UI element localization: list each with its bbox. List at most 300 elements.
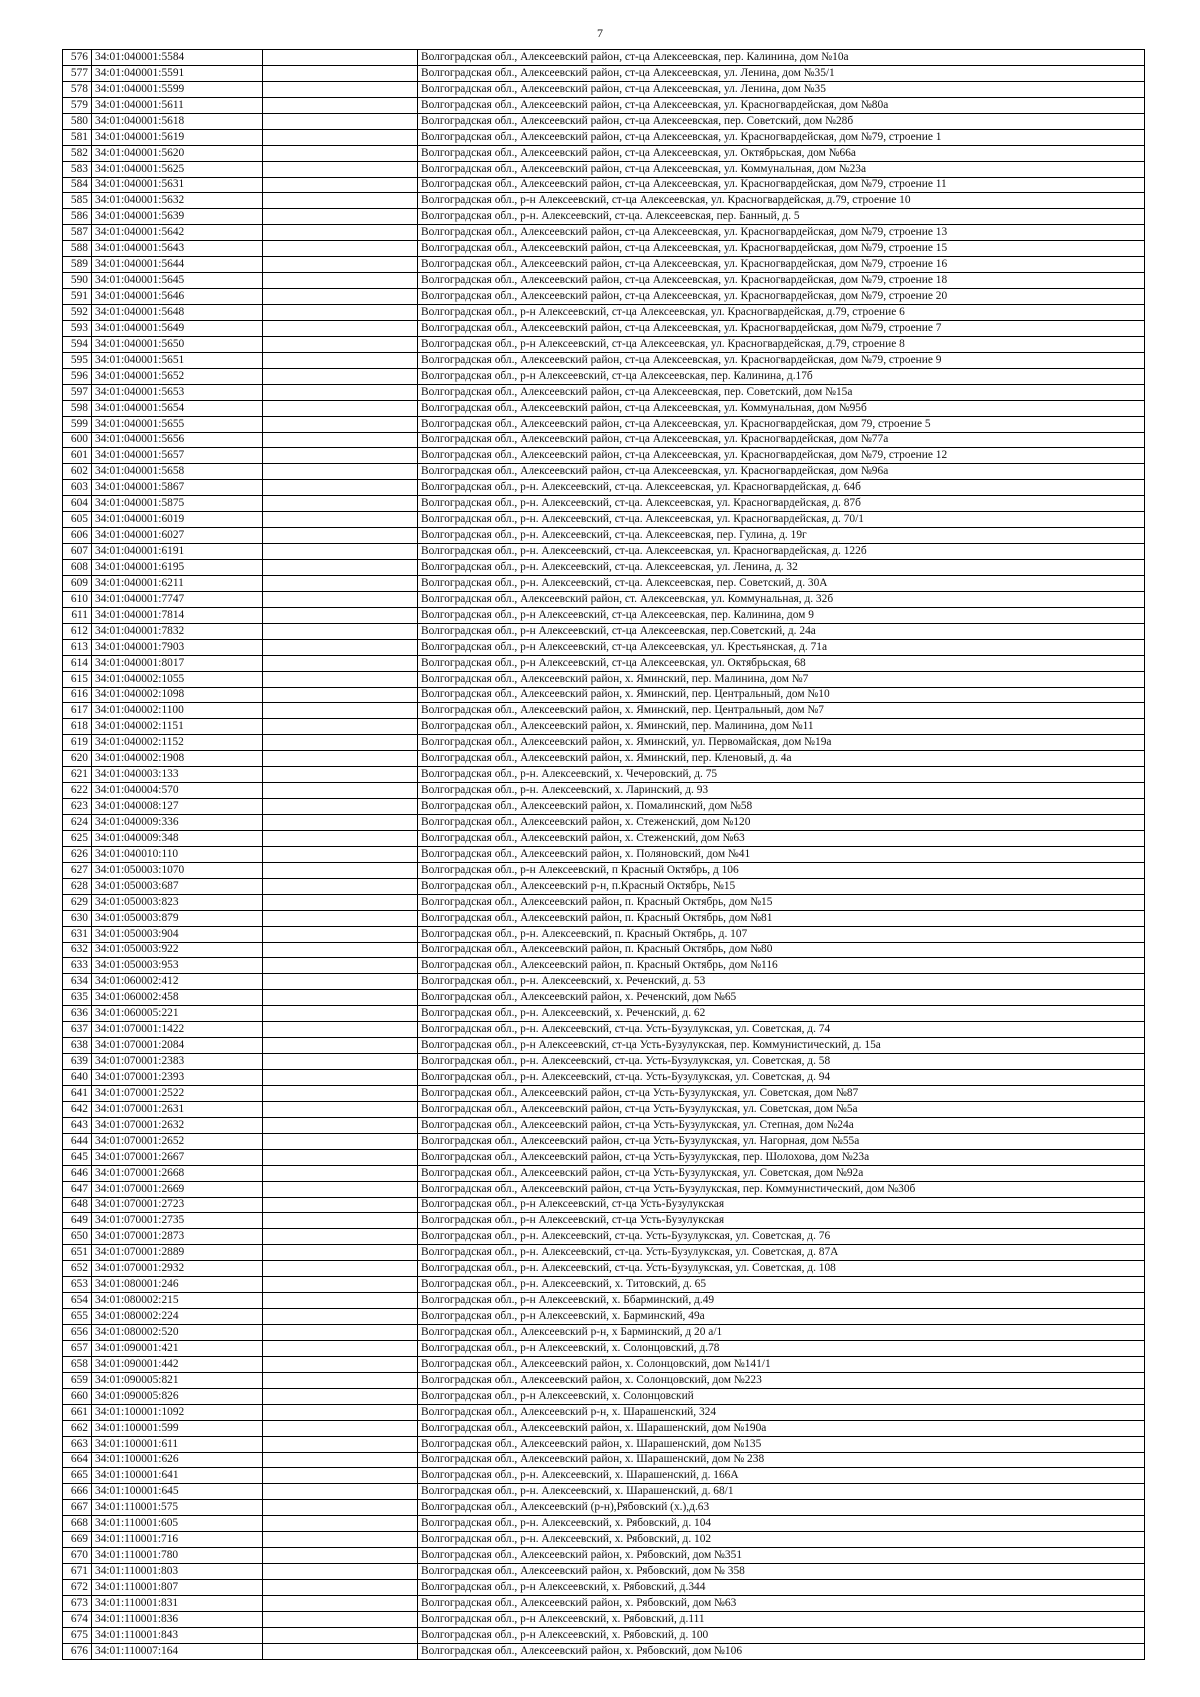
cadastral-number: 34:01:040004:570	[92, 783, 263, 799]
table-row	[63, 1054, 1145, 1070]
table-row	[63, 1117, 1145, 1133]
row-number: 650	[63, 1229, 92, 1245]
row-number: 628	[63, 878, 92, 894]
row-number: 591	[63, 289, 92, 305]
cadastral-number: 34:01:110001:807	[92, 1580, 263, 1596]
cadastral-number: 34:01:100001:599	[92, 1420, 263, 1436]
cadastral-number: 34:01:040001:5875	[92, 496, 263, 512]
cadastral-number: 34:01:040001:7814	[92, 607, 263, 623]
row-number: 640	[63, 1070, 92, 1086]
address: Волгоградская обл., Алексеевский район, ст-ца Алексеевская, ул. Красногвардейская, дом №79, строение 18	[418, 273, 1145, 289]
table-row	[63, 958, 1145, 974]
row-number: 590	[63, 273, 92, 289]
empty-cell	[263, 575, 418, 591]
table-row	[63, 1548, 1145, 1564]
cadastral-number: 34:01:070001:2393	[92, 1070, 263, 1086]
page-number: 7	[597, 26, 603, 40]
table-row	[63, 368, 1145, 384]
address: Волгоградская обл., Алексеевский район, х. Яминский, пер. Малинина, дом №11	[418, 719, 1145, 735]
cadastral-number: 34:01:040009:348	[92, 830, 263, 846]
table-row	[63, 862, 1145, 878]
row-number: 625	[63, 830, 92, 846]
table-row	[63, 990, 1145, 1006]
row-number: 598	[63, 400, 92, 416]
row-number: 673	[63, 1595, 92, 1611]
table-row	[63, 193, 1145, 209]
address: Волгоградская обл., р-н Алексеевский, п Красный Октябрь, д 106	[418, 862, 1145, 878]
cadastral-number: 34:01:040001:5646	[92, 289, 263, 305]
row-number: 603	[63, 480, 92, 496]
row-number: 659	[63, 1372, 92, 1388]
address: Волгоградская обл., р-н. Алексеевский, х. Шарашенский, д. 68/1	[418, 1484, 1145, 1500]
row-number: 601	[63, 448, 92, 464]
empty-cell	[263, 1580, 418, 1596]
row-number: 632	[63, 942, 92, 958]
address: Волгоградская обл., Алексеевский район, х. Шарашенский, дом №135	[418, 1436, 1145, 1452]
empty-cell	[263, 1022, 418, 1038]
table-row	[63, 655, 1145, 671]
empty-cell	[263, 289, 418, 305]
empty-cell	[263, 257, 418, 273]
cadastral-number: 34:01:110007:164	[92, 1643, 263, 1659]
empty-cell	[263, 942, 418, 958]
row-number: 631	[63, 926, 92, 942]
table-row	[63, 129, 1145, 145]
row-number: 637	[63, 1022, 92, 1038]
row-number: 651	[63, 1245, 92, 1261]
table-row	[63, 81, 1145, 97]
table-row	[63, 432, 1145, 448]
table-row	[63, 257, 1145, 273]
address: Волгоградская обл., Алексеевский район, ст-ца Алексеевская, ул. Красногвардейская, дом 79, строение 5	[418, 416, 1145, 432]
empty-cell	[263, 1340, 418, 1356]
address: Волгоградская обл., р-н. Алексеевский, х. Титовский, д. 65	[418, 1277, 1145, 1293]
address: Волгоградская обл., Алексеевский район, ст-ца Алексеевская, ул. Красногвардейская, дом №79, строение 12	[418, 448, 1145, 464]
address: Волгоградская обл., Алексеевский район, х. Шарашенский, дом № 238	[418, 1452, 1145, 1468]
table-row	[63, 464, 1145, 480]
cadastral-number: 34:01:070001:2652	[92, 1133, 263, 1149]
cadastral-number: 34:01:040001:6027	[92, 528, 263, 544]
address: Волгоградская обл., р-н Алексеевский, ст-ца Алексеевская, ул. Октябрьская, 68	[418, 655, 1145, 671]
row-number: 642	[63, 1101, 92, 1117]
table-row	[63, 894, 1145, 910]
empty-cell	[263, 1117, 418, 1133]
row-number: 613	[63, 639, 92, 655]
row-number: 605	[63, 512, 92, 528]
address: Волгоградская обл., Алексеевский район, ст-ца Алексеевская, пер. Советский, дом №15а	[418, 384, 1145, 400]
empty-cell	[263, 926, 418, 942]
empty-cell	[263, 1133, 418, 1149]
cadastral-number: 34:01:040001:5651	[92, 352, 263, 368]
address: Волгоградская обл., р-н. Алексеевский, х. Шарашенский, д. 166А	[418, 1468, 1145, 1484]
table-row	[63, 384, 1145, 400]
address: Волгоградская обл., Алексеевский район, х. Солонцовский, дом №223	[418, 1372, 1145, 1388]
row-number: 583	[63, 161, 92, 177]
cadastral-number: 34:01:040001:5649	[92, 320, 263, 336]
cadastral-number: 34:01:110001:831	[92, 1595, 263, 1611]
cadastral-number: 34:01:040001:5591	[92, 65, 263, 81]
cadastral-number: 34:01:040010:110	[92, 846, 263, 862]
address: Волгоградская обл., Алексеевский район, х. Помалинский, дом №58	[418, 799, 1145, 815]
cadastral-number: 34:01:070001:1422	[92, 1022, 263, 1038]
table-row	[63, 942, 1145, 958]
address: Волгоградская обл., р-н. Алексеевский, х. Рябовский, д. 102	[418, 1532, 1145, 1548]
cadastral-number: 34:01:040001:5867	[92, 480, 263, 496]
address: Волгоградская обл., Алексеевский район, х. Солонцовский, дом №141/1	[418, 1356, 1145, 1372]
cadastral-number: 34:01:040002:1152	[92, 735, 263, 751]
address: Волгоградская обл., р-н. Алексеевский, ст-ца. Усть-Бузулукская, ул. Советская, д. 87А	[418, 1245, 1145, 1261]
cadastral-number: 34:01:040003:133	[92, 767, 263, 783]
cadastral-number: 34:01:040002:1100	[92, 703, 263, 719]
empty-cell	[263, 1627, 418, 1643]
row-number: 616	[63, 687, 92, 703]
table-row	[63, 1229, 1145, 1245]
table-row	[63, 783, 1145, 799]
cadastral-number: 34:01:040001:5611	[92, 97, 263, 113]
empty-cell	[263, 639, 418, 655]
empty-cell	[263, 703, 418, 719]
cadastral-number: 34:01:070001:2723	[92, 1197, 263, 1213]
address: Волгоградская обл., р-н. Алексеевский, ст-ца. Усть-Бузулукская, ул. Советская, д. 74	[418, 1022, 1145, 1038]
table-row	[63, 1245, 1145, 1261]
table-row	[63, 320, 1145, 336]
cadastral-number: 34:01:040001:5618	[92, 113, 263, 129]
address: Волгоградская обл., р-н Алексеевский, ст-ца Усть-Бузулукская	[418, 1197, 1145, 1213]
table-row	[63, 815, 1145, 831]
table-row	[63, 1404, 1145, 1420]
table-row	[63, 1277, 1145, 1293]
cadastral-number: 34:01:070001:2668	[92, 1165, 263, 1181]
cadastral-number: 34:01:040001:5625	[92, 161, 263, 177]
empty-cell	[263, 65, 418, 81]
table-row	[63, 1165, 1145, 1181]
row-number: 668	[63, 1516, 92, 1532]
address: Волгоградская обл., р-н Алексеевский, ст-ца Алексеевская, ул. Красногвардейская, д.79, строение 6	[418, 305, 1145, 321]
address: Волгоградская обл., Алексеевский район, ст-ца Алексеевская, ул. Красногвардейская, дом №77а	[418, 432, 1145, 448]
empty-cell	[263, 1038, 418, 1054]
cadastral-number: 34:01:050003:922	[92, 942, 263, 958]
address: Волгоградская обл., р-н Алексеевский, ст-ца Алексеевская, ул. Крестьянская, д. 71а	[418, 639, 1145, 655]
cadastral-number: 34:01:100001:1092	[92, 1404, 263, 1420]
address: Волгоградская обл., р-н. Алексеевский, х. Рябовский, д. 104	[418, 1516, 1145, 1532]
empty-cell	[263, 416, 418, 432]
row-number: 660	[63, 1388, 92, 1404]
row-number: 635	[63, 990, 92, 1006]
table-row	[63, 1564, 1145, 1580]
address: Волгоградская обл., Алексеевский район, ст-ца Алексеевская, ул. Коммунальная, дом №23а	[418, 161, 1145, 177]
row-number: 653	[63, 1277, 92, 1293]
row-number: 604	[63, 496, 92, 512]
address: Волгоградская обл., Алексеевский район, ст-ца Алексеевская, ул. Ленина, дом №35	[418, 81, 1145, 97]
row-number: 641	[63, 1085, 92, 1101]
address: Волгоградская обл., р-н. Алексеевский, ст-ца. Алексеевская, пер. Банный, д. 5	[418, 209, 1145, 225]
table-row	[63, 496, 1145, 512]
empty-cell	[263, 209, 418, 225]
row-number: 609	[63, 575, 92, 591]
table-row	[63, 1006, 1145, 1022]
empty-cell	[263, 544, 418, 560]
address: Волгоградская обл., р-н. Алексеевский, х. Реченский, д. 53	[418, 974, 1145, 990]
cadastral-number: 34:01:040002:1098	[92, 687, 263, 703]
table-row	[63, 687, 1145, 703]
empty-cell	[263, 512, 418, 528]
table-row	[63, 1627, 1145, 1643]
row-number: 588	[63, 241, 92, 257]
empty-cell	[263, 1500, 418, 1516]
table-row	[63, 751, 1145, 767]
row-number: 654	[63, 1293, 92, 1309]
table-row	[63, 1070, 1145, 1086]
cadastral-number: 34:01:040001:5642	[92, 225, 263, 241]
table-row	[63, 161, 1145, 177]
empty-cell	[263, 560, 418, 576]
address: Волгоградская обл., Алексеевский р-н, п.Красный Октябрь, №15	[418, 878, 1145, 894]
cadastral-number: 34:01:040001:5645	[92, 273, 263, 289]
empty-cell	[263, 320, 418, 336]
address: Волгоградская обл., р-н Алексеевский, х. Рябовский, д.111	[418, 1611, 1145, 1627]
address: Волгоградская обл., Алексеевский район, ст-ца Алексеевская, ул. Красногвардейская, дом №79, строение 20	[418, 289, 1145, 305]
address: Волгоградская обл., р-н Алексеевский, х. Солонцовский, д.78	[418, 1340, 1145, 1356]
table-row	[63, 1133, 1145, 1149]
cadastral-number: 34:01:070001:2889	[92, 1245, 263, 1261]
row-number: 669	[63, 1532, 92, 1548]
cadastral-number: 34:01:050003:1070	[92, 862, 263, 878]
empty-cell	[263, 1548, 418, 1564]
table-row	[63, 1101, 1145, 1117]
address: Волгоградская обл., Алексеевский район, х. Рябовский, дом №63	[418, 1595, 1145, 1611]
cadastral-number: 34:01:110001:803	[92, 1564, 263, 1580]
cadastral-number: 34:01:090001:421	[92, 1340, 263, 1356]
table-row	[63, 910, 1145, 926]
table-row	[63, 1468, 1145, 1484]
cadastral-number: 34:01:040001:5658	[92, 464, 263, 480]
empty-cell	[263, 1372, 418, 1388]
empty-cell	[263, 671, 418, 687]
table-row	[63, 1500, 1145, 1516]
empty-cell	[263, 815, 418, 831]
row-number: 589	[63, 257, 92, 273]
table-row	[63, 113, 1145, 129]
table-row	[63, 1309, 1145, 1325]
row-number: 667	[63, 1500, 92, 1516]
row-number: 643	[63, 1117, 92, 1133]
empty-cell	[263, 305, 418, 321]
address: Волгоградская обл., Алексеевский район, х. Стеженский, дом №120	[418, 815, 1145, 831]
table-row	[63, 846, 1145, 862]
empty-cell	[263, 448, 418, 464]
empty-cell	[263, 1006, 418, 1022]
cadastral-number: 34:01:040001:5650	[92, 336, 263, 352]
cadastral-number: 34:01:070001:2735	[92, 1213, 263, 1229]
row-number: 676	[63, 1643, 92, 1659]
row-number: 624	[63, 815, 92, 831]
table-row	[63, 1022, 1145, 1038]
row-number: 661	[63, 1404, 92, 1420]
cadastral-number: 34:01:040001:5644	[92, 257, 263, 273]
row-number: 626	[63, 846, 92, 862]
cadastral-number: 34:01:040001:5657	[92, 448, 263, 464]
address: Волгоградская обл., Алексеевский район, х. Поляновский, дом №41	[418, 846, 1145, 862]
row-number: 652	[63, 1261, 92, 1277]
table-row	[63, 50, 1145, 66]
table-row	[63, 560, 1145, 576]
table-row	[63, 799, 1145, 815]
cadastral-number: 34:01:040002:1908	[92, 751, 263, 767]
address: Волгоградская обл., Алексеевский район, ст-ца Усть-Бузулукская, ул. Советская, дом №87	[418, 1085, 1145, 1101]
table-row	[63, 400, 1145, 416]
empty-cell	[263, 846, 418, 862]
cadastral-number: 34:01:040001:6019	[92, 512, 263, 528]
table-row	[63, 1372, 1145, 1388]
empty-cell	[263, 1595, 418, 1611]
cadastral-number: 34:01:100001:645	[92, 1484, 263, 1500]
address: Волгоградская обл., Алексеевский район, х. Яминский, ул. Первомайская, дом №19а	[418, 735, 1145, 751]
empty-cell	[263, 50, 418, 66]
cadastral-number: 34:01:100001:611	[92, 1436, 263, 1452]
cadastral-number: 34:01:070001:2667	[92, 1149, 263, 1165]
empty-cell	[263, 751, 418, 767]
row-number: 639	[63, 1054, 92, 1070]
cadastral-number: 34:01:050003:904	[92, 926, 263, 942]
row-number: 645	[63, 1149, 92, 1165]
address: Волгоградская обл., Алексеевский район, ст-ца Усть-Бузулукская, пер. Коммунистический, дом №30б	[418, 1181, 1145, 1197]
row-number: 611	[63, 607, 92, 623]
cadastral-number: 34:01:040001:8017	[92, 655, 263, 671]
table-row	[63, 1611, 1145, 1627]
row-number: 595	[63, 352, 92, 368]
address: Волгоградская обл., Алексеевский район, ст-ца Алексеевская, ул. Коммунальная, дом №95б	[418, 400, 1145, 416]
address: Волгоградская обл., р-н. Алексеевский, ст-ца. Усть-Бузулукская, ул. Советская, д. 108	[418, 1261, 1145, 1277]
address: Волгоградская обл., р-н. Алексеевский, ст-ца. Алексеевская, ул. Красногвардейская, д. 64б	[418, 480, 1145, 496]
row-number: 576	[63, 50, 92, 66]
row-number: 671	[63, 1564, 92, 1580]
cadastral-number: 34:01:040001:5652	[92, 368, 263, 384]
cadastral-number: 34:01:080002:224	[92, 1309, 263, 1325]
table-row	[63, 1516, 1145, 1532]
row-number: 577	[63, 65, 92, 81]
cadastral-number: 34:01:050003:823	[92, 894, 263, 910]
cadastral-number: 34:01:040001:5654	[92, 400, 263, 416]
row-number: 663	[63, 1436, 92, 1452]
empty-cell	[263, 1484, 418, 1500]
row-number: 606	[63, 528, 92, 544]
address: Волгоградская обл., р-н Алексеевский, х. Рябовский, д. 100	[418, 1627, 1145, 1643]
row-number: 623	[63, 799, 92, 815]
row-number: 633	[63, 958, 92, 974]
address: Волгоградская обл., Алексеевский район, ст-ца Алексеевская, ул. Красногвардейская, дом №79, строение 13	[418, 225, 1145, 241]
empty-cell	[263, 1085, 418, 1101]
row-number: 608	[63, 560, 92, 576]
empty-cell	[263, 1293, 418, 1309]
cadastral-number: 34:01:100001:626	[92, 1452, 263, 1468]
cadastral-number: 34:01:070001:2932	[92, 1261, 263, 1277]
empty-cell	[263, 1564, 418, 1580]
table-row	[63, 1197, 1145, 1213]
empty-cell	[263, 1245, 418, 1261]
row-number: 629	[63, 894, 92, 910]
table-row	[63, 1580, 1145, 1596]
address: Волгоградская обл., Алексеевский район, х. Яминский, пер. Центральный, дом №10	[418, 687, 1145, 703]
table-row	[63, 544, 1145, 560]
address: Волгоградская обл., р-н. Алексеевский, ст-ца. Алексеевская, пер. Гулина, д. 19г	[418, 528, 1145, 544]
cadastral-number: 34:01:050003:953	[92, 958, 263, 974]
table-row	[63, 1149, 1145, 1165]
empty-cell	[263, 1404, 418, 1420]
empty-cell	[263, 97, 418, 113]
row-number: 617	[63, 703, 92, 719]
empty-cell	[263, 1643, 418, 1659]
cadastral-number: 34:01:110001:836	[92, 1611, 263, 1627]
address: Волгоградская обл., р-н. Алексеевский, ст-ца. Усть-Бузулукская, ул. Советская, д. 76	[418, 1229, 1145, 1245]
table-row	[63, 97, 1145, 113]
table-row	[63, 512, 1145, 528]
address: Волгоградская обл., Алексеевский район, ст-ца Алексеевская, ул. Красногвардейская, дом №80а	[418, 97, 1145, 113]
empty-cell	[263, 384, 418, 400]
empty-cell	[263, 1468, 418, 1484]
address: Волгоградская обл., Алексеевский район, п. Красный Октябрь, дом №81	[418, 910, 1145, 926]
table-row	[63, 416, 1145, 432]
empty-cell	[263, 129, 418, 145]
empty-cell	[263, 1325, 418, 1341]
empty-cell	[263, 145, 418, 161]
cadastral-number: 34:01:070001:2632	[92, 1117, 263, 1133]
table-row	[63, 1484, 1145, 1500]
address: Волгоградская обл., Алексеевский район, ст-ца Алексеевская, ул. Красногвардейская, дом №96а	[418, 464, 1145, 480]
address: Волгоградская обл., Алексеевский район, ст-ца Усть-Бузулукская, ул. Советская, дом №92а	[418, 1165, 1145, 1181]
table-row	[63, 926, 1145, 942]
address: Волгоградская обл., Алексеевский район, х. Яминский, пер. Кленовый, д. 4а	[418, 751, 1145, 767]
address: Волгоградская обл., Алексеевский район, п. Красный Октябрь, дом №116	[418, 958, 1145, 974]
cadastral-number: 34:01:100001:641	[92, 1468, 263, 1484]
address: Волгоградская обл., р-н. Алексеевский, ст-ца. Алексеевская, пер. Советский, д. 30А	[418, 575, 1145, 591]
table-row	[63, 767, 1145, 783]
empty-cell	[263, 1213, 418, 1229]
cadastral-number: 34:01:080002:215	[92, 1293, 263, 1309]
empty-cell	[263, 177, 418, 193]
table-row	[63, 623, 1145, 639]
row-number: 630	[63, 910, 92, 926]
row-number: 580	[63, 113, 92, 129]
table-row	[63, 1532, 1145, 1548]
empty-cell	[263, 1070, 418, 1086]
address: Волгоградская обл., Алексеевский район, ст-ца Алексеевская, пер. Калинина, дом №10а	[418, 50, 1145, 66]
row-number: 612	[63, 623, 92, 639]
address: Волгоградская обл., р-н Алексеевский, х. Солонцовский	[418, 1388, 1145, 1404]
address: Волгоградская обл., Алексеевский район, ст-ца Алексеевская, ул. Красногвардейская, дом №79, строение 11	[418, 177, 1145, 193]
empty-cell	[263, 687, 418, 703]
cadastral-number: 34:01:040001:5619	[92, 129, 263, 145]
row-number: 646	[63, 1165, 92, 1181]
empty-cell	[263, 719, 418, 735]
empty-cell	[263, 273, 418, 289]
cadastral-number: 34:01:060005:221	[92, 1006, 263, 1022]
cadastral-number: 34:01:040001:5620	[92, 145, 263, 161]
cadastral-number: 34:01:090005:826	[92, 1388, 263, 1404]
table-row	[63, 1388, 1145, 1404]
row-number: 610	[63, 591, 92, 607]
table-row	[63, 448, 1145, 464]
address: Волгоградская обл., р-н. Алексеевский, х. Ларинский, д. 93	[418, 783, 1145, 799]
cadastral-number: 34:01:080001:246	[92, 1277, 263, 1293]
row-number: 634	[63, 974, 92, 990]
row-number: 614	[63, 655, 92, 671]
address: Волгоградская обл., р-н. Алексеевский, ст-ца. Алексеевская, ул. Ленина, д. 32	[418, 560, 1145, 576]
row-number: 674	[63, 1611, 92, 1627]
row-number: 658	[63, 1356, 92, 1372]
row-number: 592	[63, 305, 92, 321]
table-row	[63, 1085, 1145, 1101]
row-number: 656	[63, 1325, 92, 1341]
